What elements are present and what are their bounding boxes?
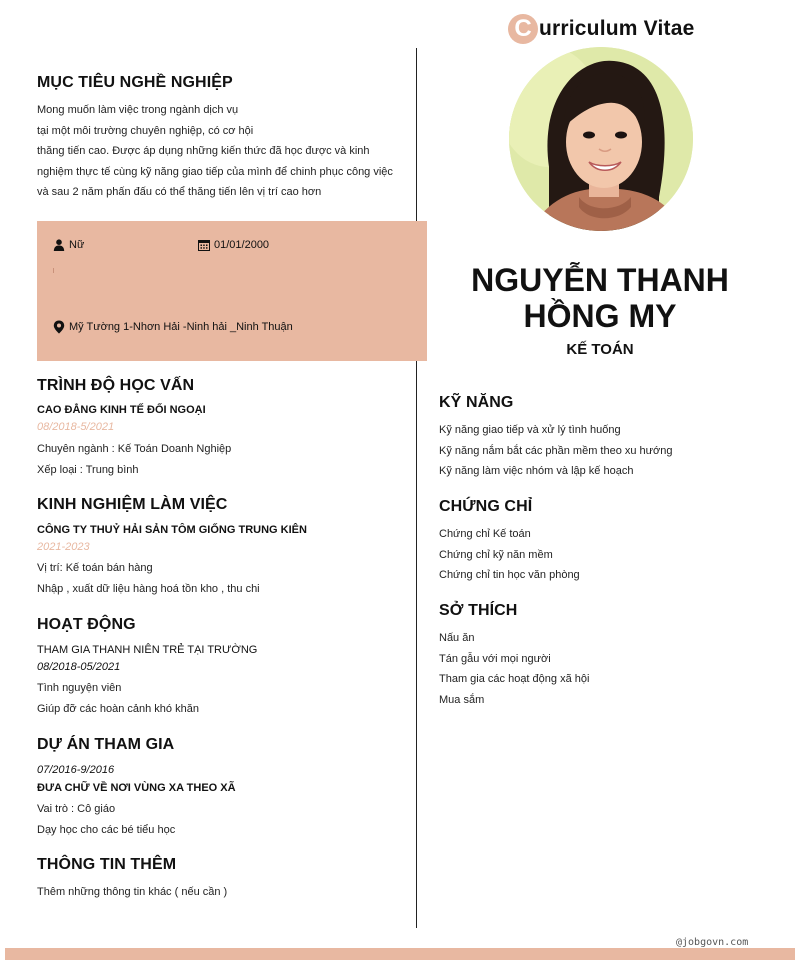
address-value: Mỹ Tường 1-Nhơn Hải -Ninh hải _Ninh Thuận [69,321,293,333]
objective-line: tại một môi trường chuyên nghiệp, có cơ hội [37,124,254,137]
contact-gender [53,239,84,251]
column-divider [416,48,417,928]
watermark: @jobgovn.com [676,937,749,948]
activities-title: HOẠT ĐỘNG [37,616,136,633]
certificate-item: Chứng chỉ kỹ năn mềm [439,548,553,561]
activities-org: THAM GIA THANH NIÊN TRẺ TẠI TRƯỜNG [37,644,258,656]
skill-item: Kỹ năng làm việc nhóm và lập kế hoạch [439,465,634,477]
objective-line: Mong muốn làm việc trong ngành dịch vụ [37,104,239,116]
hobby-item: Nấu ăn [439,632,475,644]
skills-list [439,420,673,482]
education-section [37,404,407,480]
cv-logo [508,14,695,44]
contact-box [37,221,427,361]
certificate-item: Chứng chỉ tin học văn phòng [439,569,580,581]
contact-marker [53,268,54,273]
projects-section [37,764,407,840]
objective-title: MỤC TIÊU NGHỀ NGHIỆP [37,74,233,91]
projects-name: ĐƯA CHỮ VỀ NƠI VÙNG XA THEO XÃ [37,782,236,794]
certificates-list [439,524,580,586]
contact-address [53,320,293,334]
avatar [509,47,693,231]
full-name [440,262,760,334]
hobby-item: Mua sắm [439,693,485,706]
birthdate-value: 01/01/2000 [214,239,270,251]
education-rank: Xếp loại : Trung bình [37,463,139,476]
extra-text: Thêm những thông tin khác ( nếu cần ) [37,886,228,898]
skill-item: Kỹ năng nắm bắt các phần mềm theo xu hướng [439,444,673,457]
certificates-title: CHỨNG CHỈ [439,498,533,515]
experience-title: KINH NGHIỆM LÀM VIỆC [37,496,228,513]
experience-period: 2021-2023 [37,541,90,553]
experience-duty: Nhập , xuất dữ liệu hàng hoá tồn kho , thu chi [37,582,260,595]
objective-line: thăng tiến cao. Được áp dụng những kiến thức đã học được và kinh [37,145,370,157]
projects-period: 07/2016-9/2016 [37,764,115,776]
experience-position: Vị trí: Kế toán bán hàng [37,562,153,574]
job-title: KẾ TOÁN [566,341,634,358]
skill-item: Kỹ năng giao tiếp và xử lý tình huống [439,424,621,436]
objective-line: nghiệm thực tế cùng kỹ năng giao tiếp của mình để chinh phục công việc [37,165,393,178]
activities-period: 08/2018-05/2021 [37,661,121,673]
education-major: Chuyên ngành : Kế Toán Doanh Nghiệp [37,443,232,455]
extra-title: THÔNG TIN THÊM [37,856,177,873]
activities-section [37,644,407,719]
footer-bar [5,948,795,960]
hobby-item: Tán gẫu với mọi người [439,652,551,665]
projects-role: Vai trò : Cô giáo [37,803,116,815]
experience-company: CÔNG TY THUỶ HẢI SẢN TÔM GIỐNG TRUNG KIÊN [37,524,307,536]
user-icon [53,239,65,251]
skills-title: KỸ NĂNG [439,394,514,411]
cv-logo-text: urriculum Vitae [539,17,695,40]
projects-desc: Dạy học cho các bé tiểu học [37,823,176,836]
education-title: TRÌNH ĐỘ HỌC VẤN [37,377,195,394]
experience-section [37,524,407,599]
location-pin-icon [53,320,65,334]
hobbies-title: SỞ THÍCH [439,602,518,619]
hobby-item: Tham gia các hoạt động xã hội [439,673,590,685]
hobbies-list [439,628,589,710]
name-line2: HỒNG MY [523,298,677,334]
avatar-photo [509,47,693,231]
contact-birthdate [198,239,269,251]
objective-text [37,100,400,203]
gender-value: Nữ [69,239,85,251]
education-school: CAO ĐẲNG KINH TẾ ĐỐI NGOẠI [37,404,206,416]
certificate-item: Chứng chỉ Kế toán [439,528,531,540]
activities-role: Tình nguyện viên [37,682,122,694]
objective-line: và sau 2 năm phấn đấu có thể thăng tiến lên vị trí cao hơn [37,186,322,198]
name-line1: NGUYỄN THANH [471,262,729,298]
cv-logo-letter: C [508,14,538,44]
projects-title: DỰ ÁN THAM GIA [37,736,175,753]
activities-desc: Giúp đỡ các hoàn cảnh khó khăn [37,702,199,715]
calendar-icon [198,239,210,251]
education-period: 08/2018-5/2021 [37,421,115,433]
